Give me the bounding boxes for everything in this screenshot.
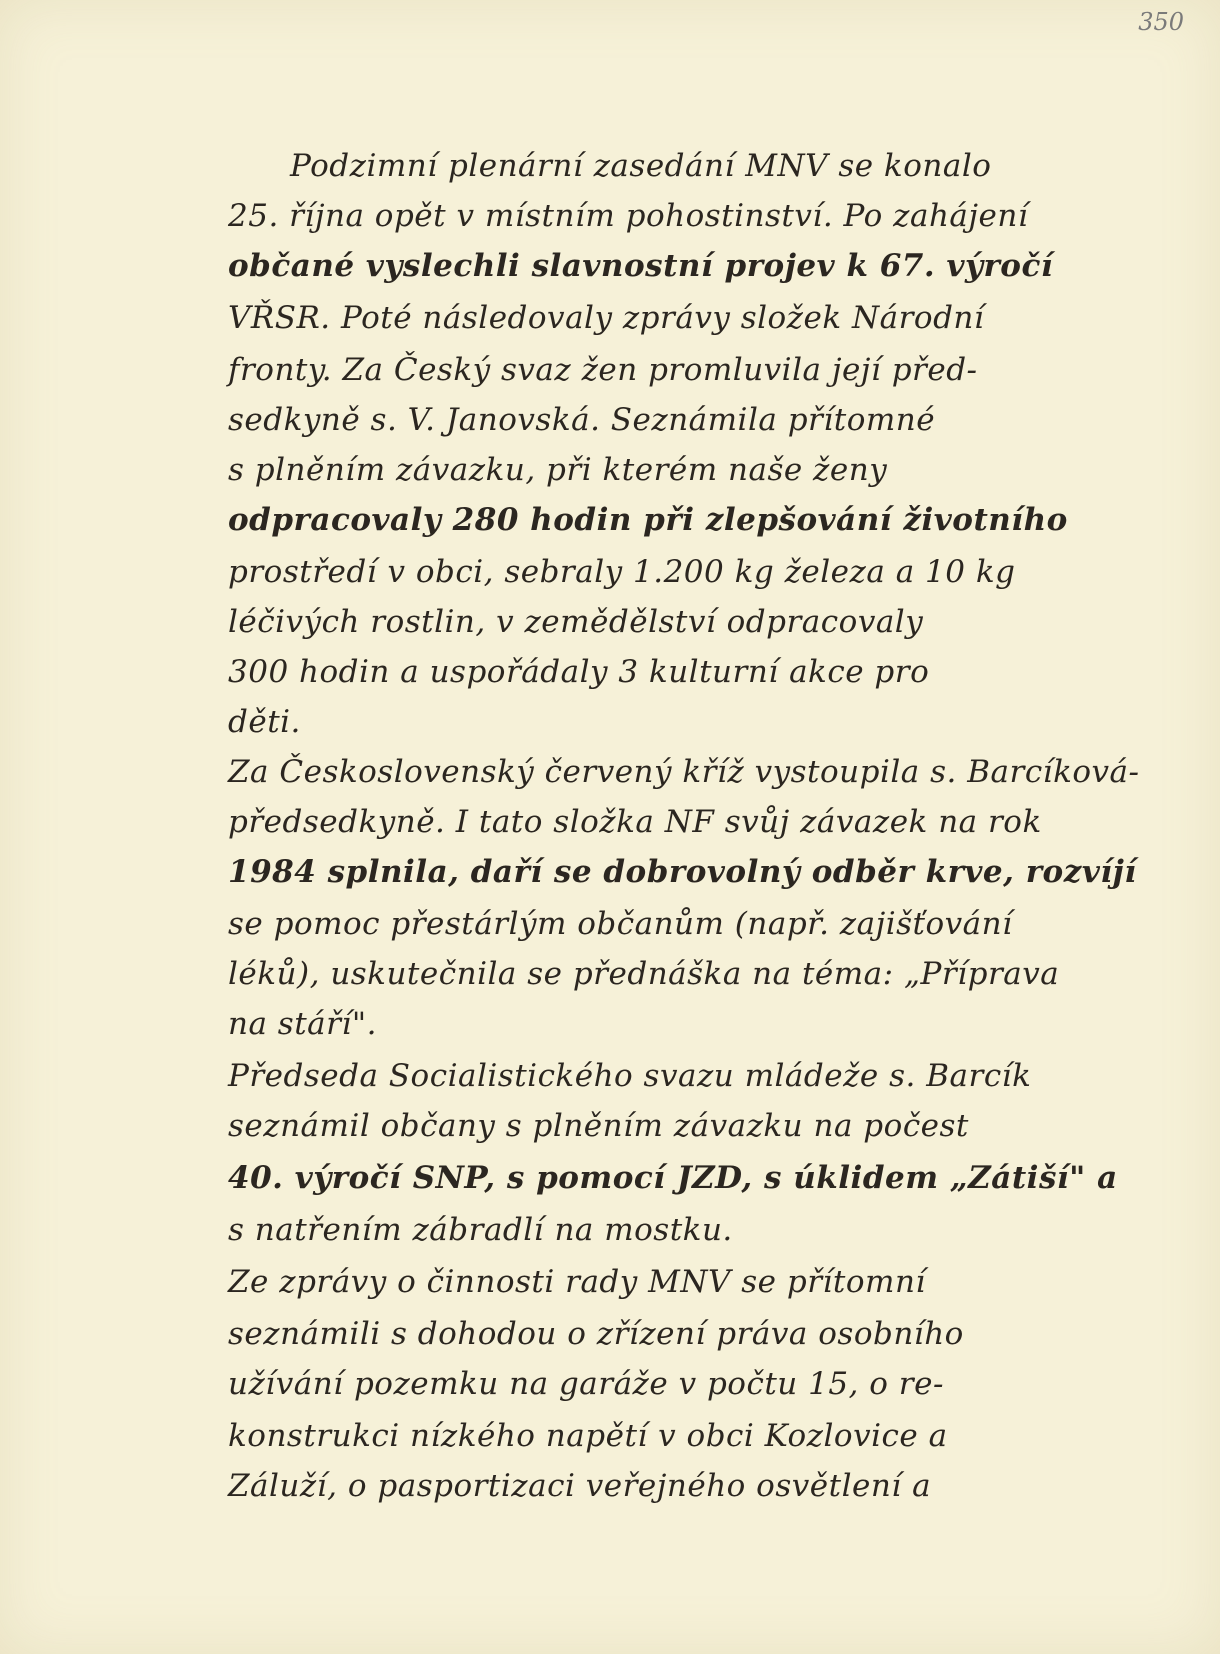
text-line: předsedkyně. I tato složka NF svůj závazek na rok — [228, 804, 1042, 840]
text-line: užívání pozemku na garáže v počtu 15, o re- — [228, 1366, 944, 1402]
text-line: 25. října opět v místním pohostinství. Po zahájení — [228, 198, 1029, 234]
text-line: sedkyně s. V. Janovská. Seznámila přítomné — [228, 402, 936, 438]
text-line: prostředí v obci, sebraly 1.200 kg železa a 10 kg — [228, 554, 1016, 590]
text-line: s natřením zábradlí na mostku. — [228, 1212, 733, 1248]
text-line: se pomoc přestárlým občanům (např. zajišťování — [228, 906, 1013, 942]
text-line: Ze zprávy o činnosti rady MNV se přítomní — [228, 1264, 926, 1300]
text-line: 300 hodin a uspořádaly 3 kulturní akce pro — [228, 654, 930, 690]
text-line: odpracovaly 280 hodin při zlepšování životního — [228, 502, 1068, 538]
text-line: děti. — [228, 704, 301, 740]
text-line: léčivých rostlin, v zemědělství odpracovaly — [228, 604, 924, 640]
page-number: 350 — [1138, 8, 1184, 36]
text-line: Záluží, o pasportizaci veřejného osvětlení a — [228, 1468, 932, 1504]
text-line: seznámil občany s plněním závazku na počest — [228, 1108, 969, 1144]
text-line: Podzimní plenární zasedání MNV se konalo — [290, 148, 992, 184]
text-line: Za Československý červený kříž vystoupila s. Barcíková- — [228, 754, 1140, 790]
text-line: léků), uskutečnila se přednáška na téma: „Příprava — [228, 956, 1060, 992]
text-line: 40. výročí SNP, s pomocí JZD, s úklidem „Zátiší" a — [228, 1160, 1118, 1196]
text-line: na stáří". — [228, 1006, 377, 1042]
text-line: 1984 splnila, daří se dobrovolný odběr krve, rozvíjí — [228, 854, 1137, 890]
text-line: VŘSR. Poté následovaly zprávy složek Národní — [228, 300, 985, 336]
text-line: občané vyslechli slavnostní projev k 67. výročí — [228, 248, 1054, 284]
text-line: konstrukci nízkého napětí v obci Kozlovice a — [228, 1418, 948, 1454]
text-line: fronty. Za Český svaz žen promluvila její před- — [228, 352, 978, 388]
text-line: Předseda Socialistického svazu mládeže s. Barcík — [228, 1058, 1032, 1094]
text-line: seznámili s dohodou o zřízení práva osobního — [228, 1316, 964, 1352]
text-line: s plněním závazku, při kterém naše ženy — [228, 452, 888, 488]
